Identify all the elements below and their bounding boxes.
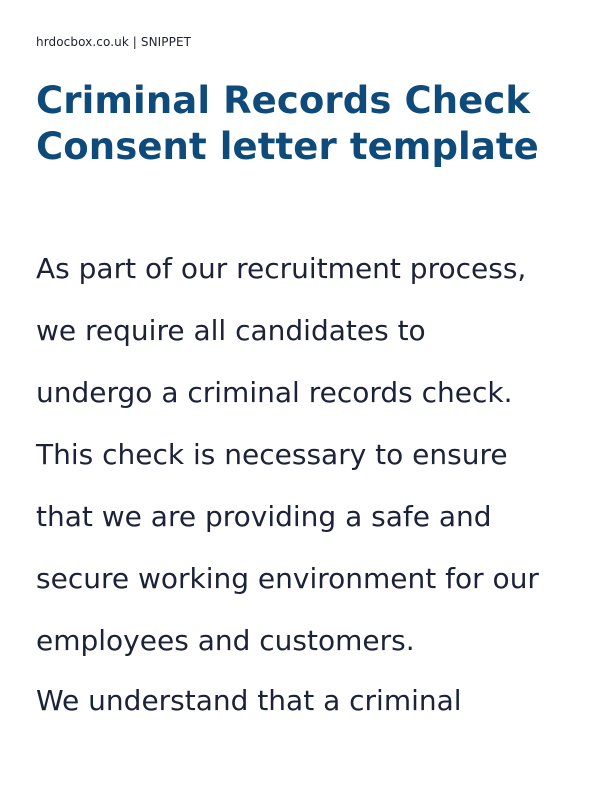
body-paragraph-1	[36, 238, 584, 672]
body-line: undergo a criminal records check.	[36, 376, 513, 409]
title-line-2: Consent letter template	[36, 125, 539, 168]
body-line: This check is necessary to ensure	[36, 438, 508, 471]
title-line-1: Criminal Records Check	[36, 79, 531, 122]
body-line: that we are providing a safe and	[36, 500, 492, 533]
source-label: hrdocbox.co.uk | SNIPPET	[36, 35, 192, 49]
body-paragraph-2: We understand that a criminal	[36, 684, 462, 717]
body-line: As part of our recruitment process,	[36, 252, 527, 285]
body-line: secure working environment for our	[36, 562, 539, 595]
body-line: employees and customers.	[36, 624, 415, 657]
page-title	[36, 78, 576, 170]
body-line: we require all candidates to	[36, 314, 426, 347]
